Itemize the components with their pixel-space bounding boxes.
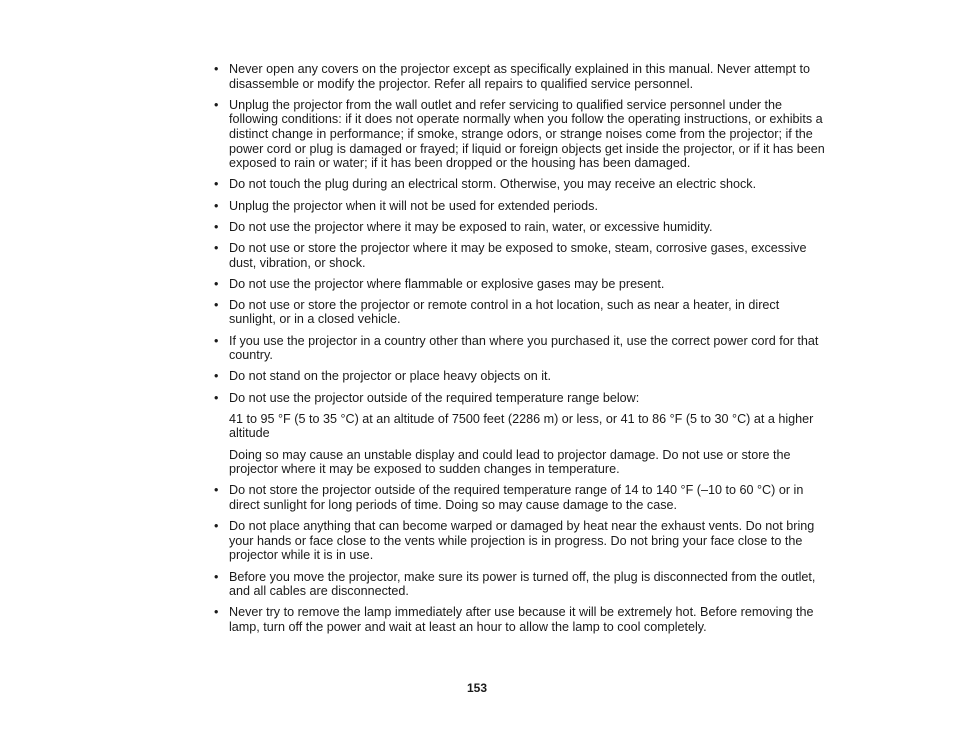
bullet: • [214,198,219,213]
list-item [213,177,825,192]
list-item-text: Do not stand on the projector or place heavy objects on it. [229,369,552,384]
bullet: • [214,62,219,76]
bullet: • [214,219,219,234]
list-item-text: Do not use the projector outside of the required temperature range below: [229,390,640,405]
list-item [213,570,825,599]
list-item-text: Never open any covers on the projector except as specifically explained in this manual. Never attempt to disassemble or modify the projector. Refer all repairs to qualified service personnel. [229,62,811,91]
list-item [213,334,825,363]
list-item-text: Do not use the projector where flammable or explosive gases may be present. [229,276,665,291]
bullet: • [214,369,219,384]
list-item-text: Do not use or store the projector where it may be exposed to smoke, steam, corrosive gases, excessive dust, vibration, or shock. [229,240,807,270]
bullet: • [214,605,219,620]
temperature-range-note: 41 to 95 °F (5 to 35 °C) at an altitude of 7500 feet (2286 m) or less, or 41 to 86 °F (5 to 30 °C) at a higher altitude [229,411,814,441]
list-item [213,605,825,634]
temperature-warning-note: Doing so may cause an unstable display and could lead to projector damage. Do not use or store the projector where it may be exposed to sudden changes in temperature. [229,447,791,477]
list-item-text: Do not place anything that can become warped or damaged by heat near the exhaust vents. Do not bring your hands or face close to the vents while projection is in progress. Do not bring your face close to the projector while it is in use. [229,519,815,563]
list-item [213,241,825,270]
safety-instructions-list [213,62,825,641]
list-item-text: If you use the projector in a country other than where you purchased it, use the correct power cord for that country. [229,333,819,363]
list-item [213,519,825,563]
list-item-text: Never try to remove the lamp immediately after use because it will be extremely hot. Before removing the lamp, turn off the power and wait at least an hour to allow the lamp to cool completely. [229,605,814,634]
list-item-text: Unplug the projector from the wall outlet and refer servicing to qualified service personnel under the following conditions: if it does not operate normally when you follow the operating instructions, or exhibits a distinct change in performance; if smoke, strange odors, or strange noises come from the projector; if the power cord or plug is damaged or frayed; if liquid or foreign objects get inside the projector, or if it has been exposed to rain or water; if it has been dropped or the housing has been damaged. [229,97,825,171]
list-item [213,98,825,171]
list-item-text: Do not use the projector where it may be exposed to rain, water, or excessive humidity. [229,219,713,234]
bullet: • [214,240,219,255]
list-item-text: Do not use or store the projector or remote control in a hot location, such as near a heater, in direct sunlight, or in a closed vehicle. [229,297,780,327]
list-item [213,277,825,292]
bullet: • [214,390,219,405]
list-item [213,62,825,91]
bullet: • [214,483,219,498]
bullet: • [214,333,219,348]
bullet: • [214,519,219,534]
bullet: • [214,297,219,312]
list-item-text: Unplug the projector when it will not be used for extended periods. [229,198,598,213]
list-item-text: Do not store the projector outside of the required temperature range of 14 to 140 °F (–10 to 60 °C) or in direct sunlight for long periods of time. Doing so may cause damage to the case. [229,483,804,512]
bullet: • [214,569,219,584]
list-item [213,199,825,214]
list-item [213,369,825,384]
list-item [213,391,825,477]
list-item-text: Before you move the projector, make sure its power is turned off, the plug is disconnected from the outlet, and all cables are disconnected. [229,569,816,599]
list-item [213,298,825,327]
list-item [213,220,825,235]
bullet: • [214,97,219,112]
list-item [213,483,825,512]
page-number: 153 [466,681,488,695]
list-item-text: Do not touch the plug during an electrical storm. Otherwise, you may receive an electric shock. [229,177,757,192]
bullet: • [214,177,219,192]
bullet: • [214,276,219,291]
